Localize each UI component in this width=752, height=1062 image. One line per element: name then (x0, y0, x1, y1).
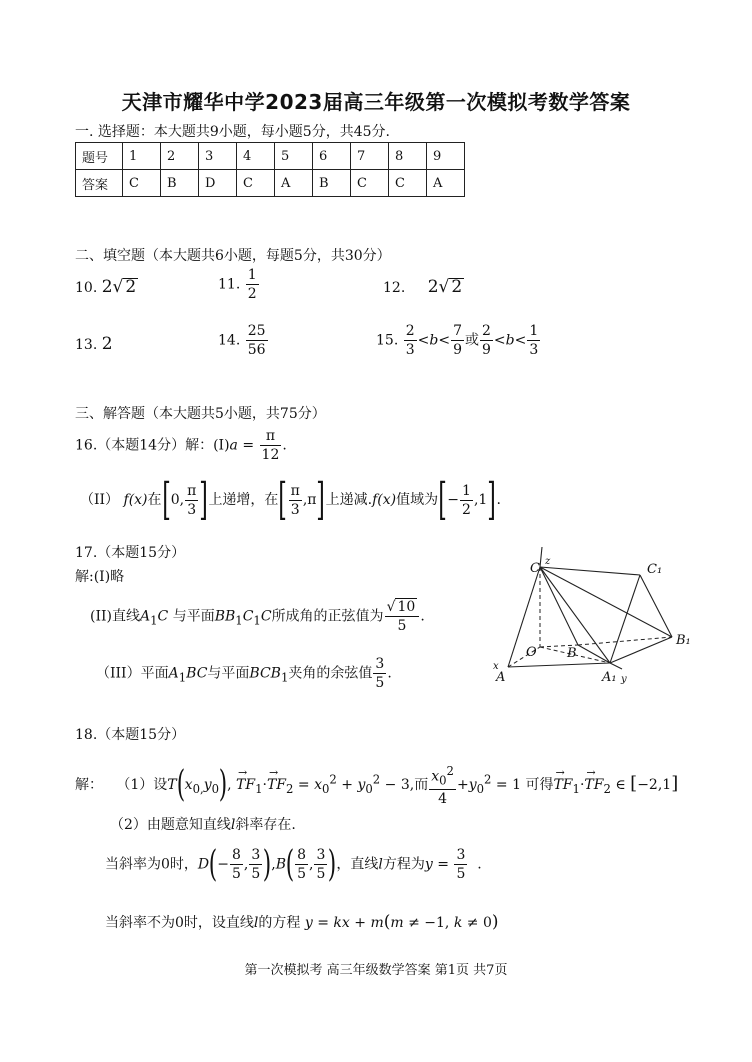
answer-12: 12. 2√ 2 (383, 277, 463, 297)
table-cell: A (427, 170, 465, 197)
answer-table (75, 142, 465, 197)
section2-heading: 二、填空题（本大题共6小题，每题5分，共30分） (75, 248, 391, 264)
edge-cc1 (540, 567, 640, 575)
edge-cb1 (540, 567, 672, 637)
answer-11: 11. $\frac{1}{2}$ (218, 267, 257, 302)
table-cell: C (351, 170, 389, 197)
svg-text:y: y (621, 674, 627, 685)
page-title: 天津市耀华中学2023届高三年级第一次模拟考数学答案 (121, 90, 631, 114)
table-cell: 5 (275, 143, 313, 170)
axis-z (540, 547, 542, 567)
answer-15: 15. $\frac{2}{3}$ <b< $\frac{7}{9}$ 或 $\frac{2}{9}$ <b< $\frac{1}{3}$ (376, 323, 539, 358)
edge-c1a1 (610, 575, 640, 663)
answer-14: 14. $\frac{25}{56}$ (218, 323, 266, 358)
table-cell: 2 (161, 143, 199, 170)
table-header-answer: 答案 (76, 170, 123, 197)
table-cell: 4 (237, 143, 275, 170)
q18-heading: 18.（本题15分） (75, 727, 186, 743)
table-cell: C (123, 170, 161, 197)
section3-heading: 三、解答题（本大题共5小题，共75分） (75, 406, 326, 422)
svg-text:A: A (496, 670, 506, 685)
table-cell: 7 (351, 143, 389, 170)
svg-text:O: O (526, 645, 537, 660)
svg-text:B₁: B₁ (676, 633, 691, 648)
edge-a1b1 (610, 637, 672, 663)
q18-part2: （2）由题意知直线l斜率存在. (110, 817, 296, 833)
svg-text:B: B (567, 646, 577, 661)
edge-ba1 (578, 645, 610, 663)
q17-part3: （III）平面$A_1BC$与平面$BCB_1$夹角的余弦值 $\frac{3}{5}$ . (96, 656, 392, 691)
table-cell: A (275, 170, 313, 197)
table-cell: 1 (123, 143, 161, 170)
q18-part1: 解： （1）设$T(x_{0,}y_0)$, → $TF_1\cdot\to TF_2 = x_0^2 + y_0^2 - 3$,而 $\frac{x_0^2}{4}$ $+y_0^2 = 1$ 可得→ $TF_1\cdot\to TF_2$ ∈ [−2,1] (75, 762, 678, 808)
q18-slope-zero: 当斜率为0时，D(− $\frac{8}{5}$ , $\frac{3}{5}$ ),B( $\frac{8}{5}$ , $\frac{3}{5}$ )，直线l方程为y = $\frac{3}{5}$ . (105, 843, 482, 885)
table-cell: 9 (427, 143, 465, 170)
svg-text:z: z (545, 556, 551, 567)
edge-cb (540, 567, 578, 645)
table-row (76, 143, 465, 170)
q17-heading: 17.（本题15分） (75, 545, 186, 561)
table-row (76, 170, 465, 197)
q17-part1: 解:(I)略 (75, 569, 125, 585)
svg-text:C₁: C₁ (647, 562, 663, 577)
table-cell: B (161, 170, 199, 197)
svg-text:C: C (530, 561, 540, 576)
table-cell: B (313, 170, 351, 197)
answer-10: 10. 2√ 2 (75, 277, 137, 297)
edge-c1b1 (640, 575, 672, 637)
answer-13: 13. 2 (75, 334, 113, 354)
q16-line1: 16.（本题14分）解：(I)a = $\frac{\pi}{12}$ . (75, 428, 287, 463)
q16-line2: （II） f(x)在[0, $\frac{\pi}{3}$ ]上递增，在[ $\frac{\pi}{3}$ ,π]上递减.f(x)值域为[− $\frac{1}{2}$ ,1]. (80, 474, 501, 525)
axis-y (610, 663, 622, 669)
svg-text:A₁: A₁ (602, 670, 617, 685)
table-header-question: 题号 (76, 143, 123, 170)
q17-part2: (II)直线$A_1C$ 与平面$BB_1C_1C$所成角的正弦值为 $\frac{√ 10}{5}$ . (90, 599, 425, 634)
prism-figure (490, 545, 705, 685)
page-footer: 第一次模拟考 高三年级数学答案 第1页 共7页 (244, 963, 508, 978)
table-cell: 6 (313, 143, 351, 170)
q18-slope-nonzero: 当斜率不为0时，设直线l的方程 y = kx + m(m ≠ −1, k ≠ 0) (105, 912, 499, 932)
table-cell: C (389, 170, 427, 197)
table-cell: 8 (389, 143, 427, 170)
edge-aa1 (508, 663, 610, 667)
table-cell: D (199, 170, 237, 197)
section1-heading: 一. 选择题：本大题共9小题，每小题5分，共45分. (75, 124, 390, 140)
table-cell: 3 (199, 143, 237, 170)
table-cell: C (237, 170, 275, 197)
svg-text:x: x (493, 661, 499, 672)
